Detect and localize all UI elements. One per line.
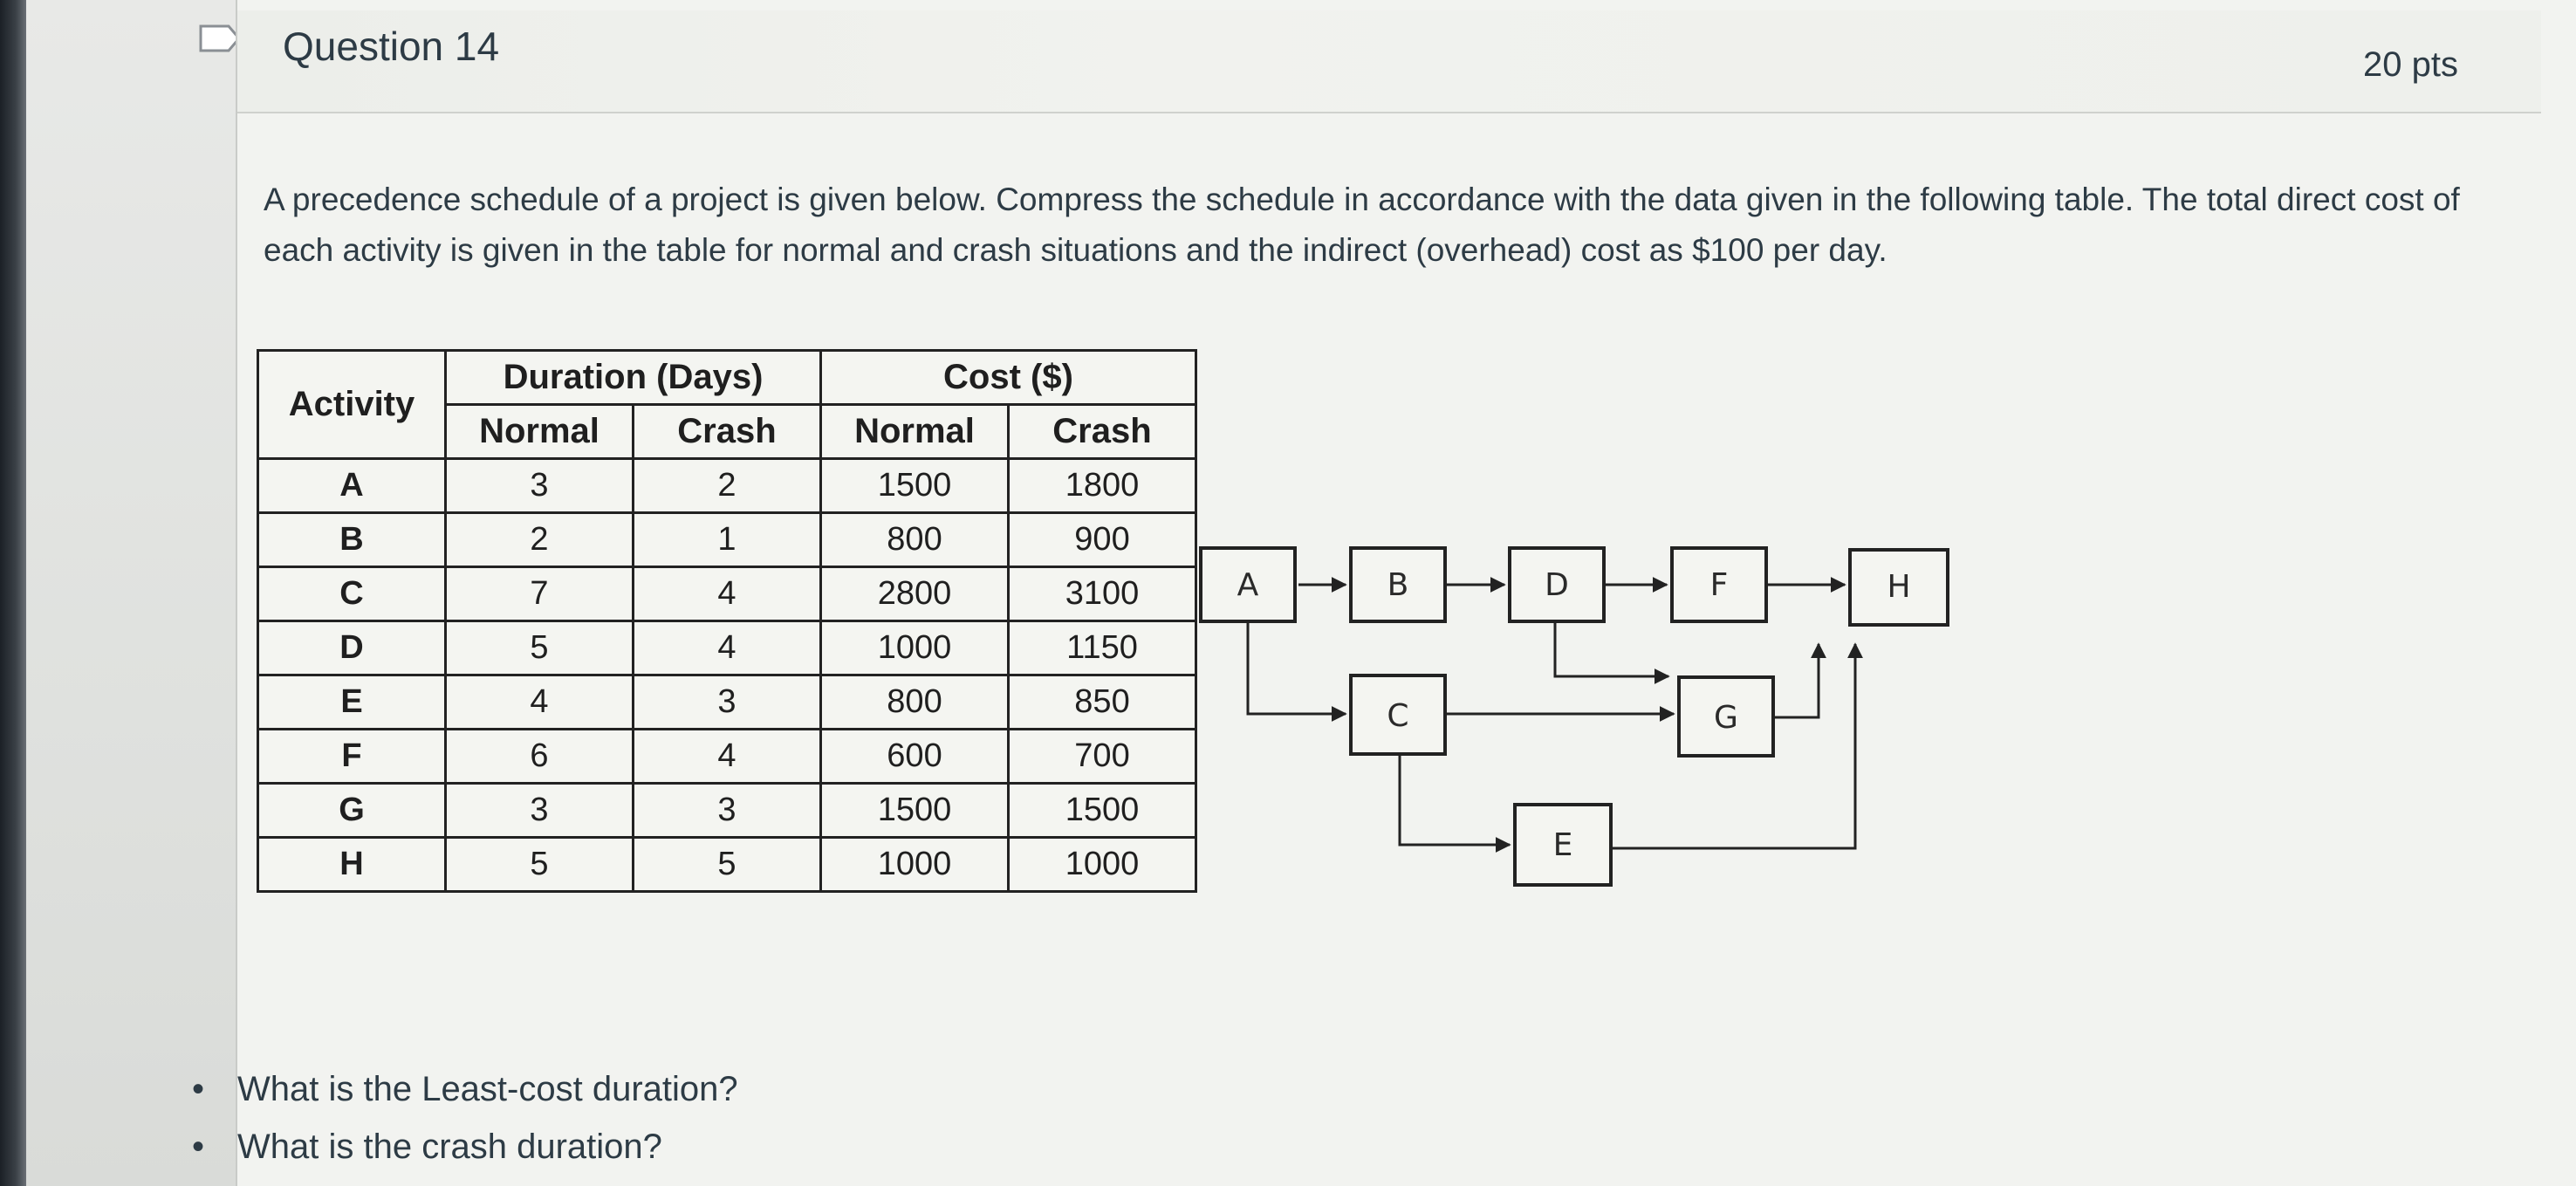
svg-text:F: F [1709,567,1729,603]
header-cost-crash: Crash [1009,405,1196,459]
precedence-network [1197,541,1965,908]
node-e [1515,805,1611,885]
window-edge [0,0,26,1186]
question-points: 20 pts [2363,45,2458,84]
cell-duration-crash: 5 [634,838,821,892]
cell-cost-normal: 800 [821,513,1009,567]
cell-duration-crash: 2 [634,459,821,513]
question-prompt: A precedence schedule of a project is given below. Compress the schedule in accordance with the data given in the following table. The total direct cost of each activity is given in the table for normal and crash situations and the indirect (overhead) cost as $100 per day. [264,182,2460,268]
cell-duration-crash: 4 [634,621,821,675]
table-row [258,621,1196,675]
svg-text:C: C [1387,698,1409,734]
node-c [1351,675,1445,754]
cell-duration-normal: 2 [446,513,634,567]
edge-a-c [1248,611,1346,714]
cell-duration-crash: 4 [634,567,821,621]
cell-cost-normal: 1000 [821,838,1009,892]
header-duration-crash: Crash [634,405,821,459]
edge-c-e [1400,756,1510,845]
cell-activity: E [258,675,446,730]
header-cost-normal: Normal [821,405,1009,459]
cell-duration-crash: 4 [634,730,821,784]
cell-cost-crash: 900 [1009,513,1196,567]
question-card [192,0,2576,1186]
node-a [1201,548,1295,621]
svg-text:D: D [1545,567,1569,603]
cell-duration-normal: 5 [446,838,634,892]
header-activity: Activity [258,351,446,459]
cell-cost-crash: 1000 [1009,838,1196,892]
bullet-icon: • [192,1128,205,1166]
cell-cost-normal: 800 [821,675,1009,730]
svg-text:G: G [1714,700,1738,736]
node-b [1351,548,1445,621]
question-text: What is the Least-cost duration? [237,1070,738,1108]
question-item [185,1060,738,1118]
cell-cost-crash: 1800 [1009,459,1196,513]
question-title: Question 14 [283,24,500,69]
table-row [258,513,1196,567]
cell-activity: B [258,513,446,567]
header-duration: Duration (Days) [446,351,821,405]
node-h [1850,550,1948,625]
left-gutter [26,0,236,1186]
cell-cost-crash: 700 [1009,730,1196,784]
question-list [185,1060,738,1176]
cell-duration-crash: 1 [634,513,821,567]
cell-duration-normal: 3 [446,784,634,838]
cell-activity: F [258,730,446,784]
cell-cost-normal: 1000 [821,621,1009,675]
cell-cost-crash: 3100 [1009,567,1196,621]
table-row [258,675,1196,730]
cell-duration-normal: 6 [446,730,634,784]
table-header-row [258,351,1196,405]
cell-cost-normal: 600 [821,730,1009,784]
cell-duration-normal: 4 [446,675,634,730]
header-cost: Cost ($) [821,351,1196,405]
cell-duration-normal: 5 [446,621,634,675]
svg-text:E: E [1552,827,1573,863]
cell-cost-crash: 1500 [1009,784,1196,838]
svg-text:B: B [1387,567,1409,603]
cell-duration-crash: 3 [634,675,821,730]
edge-g-h [1775,644,1819,717]
table-row [258,567,1196,621]
table-row [258,459,1196,513]
cell-duration-normal: 7 [446,567,634,621]
node-g [1679,677,1773,756]
svg-text:A: A [1237,567,1259,603]
cell-activity: H [258,838,446,892]
activity-table [257,349,1197,893]
header-duration-normal: Normal [446,405,634,459]
node-d [1510,548,1604,621]
question-header [237,10,2541,113]
table-row [258,838,1196,892]
table-row [258,784,1196,838]
cell-cost-crash: 850 [1009,675,1196,730]
node-f [1672,548,1766,621]
question-text: What is the crash duration? [237,1128,662,1166]
cell-cost-normal: 1500 [821,459,1009,513]
cell-duration-normal: 3 [446,459,634,513]
svg-text:H: H [1887,569,1911,605]
cell-activity: A [258,459,446,513]
table-row [258,730,1196,784]
cell-duration-crash: 3 [634,784,821,838]
cell-cost-normal: 2800 [821,567,1009,621]
cell-cost-normal: 1500 [821,784,1009,838]
bullet-icon: • [192,1070,205,1108]
cell-activity: D [258,621,446,675]
question-item [185,1118,738,1176]
cell-activity: G [258,784,446,838]
cell-cost-crash: 1150 [1009,621,1196,675]
cell-activity: C [258,567,446,621]
